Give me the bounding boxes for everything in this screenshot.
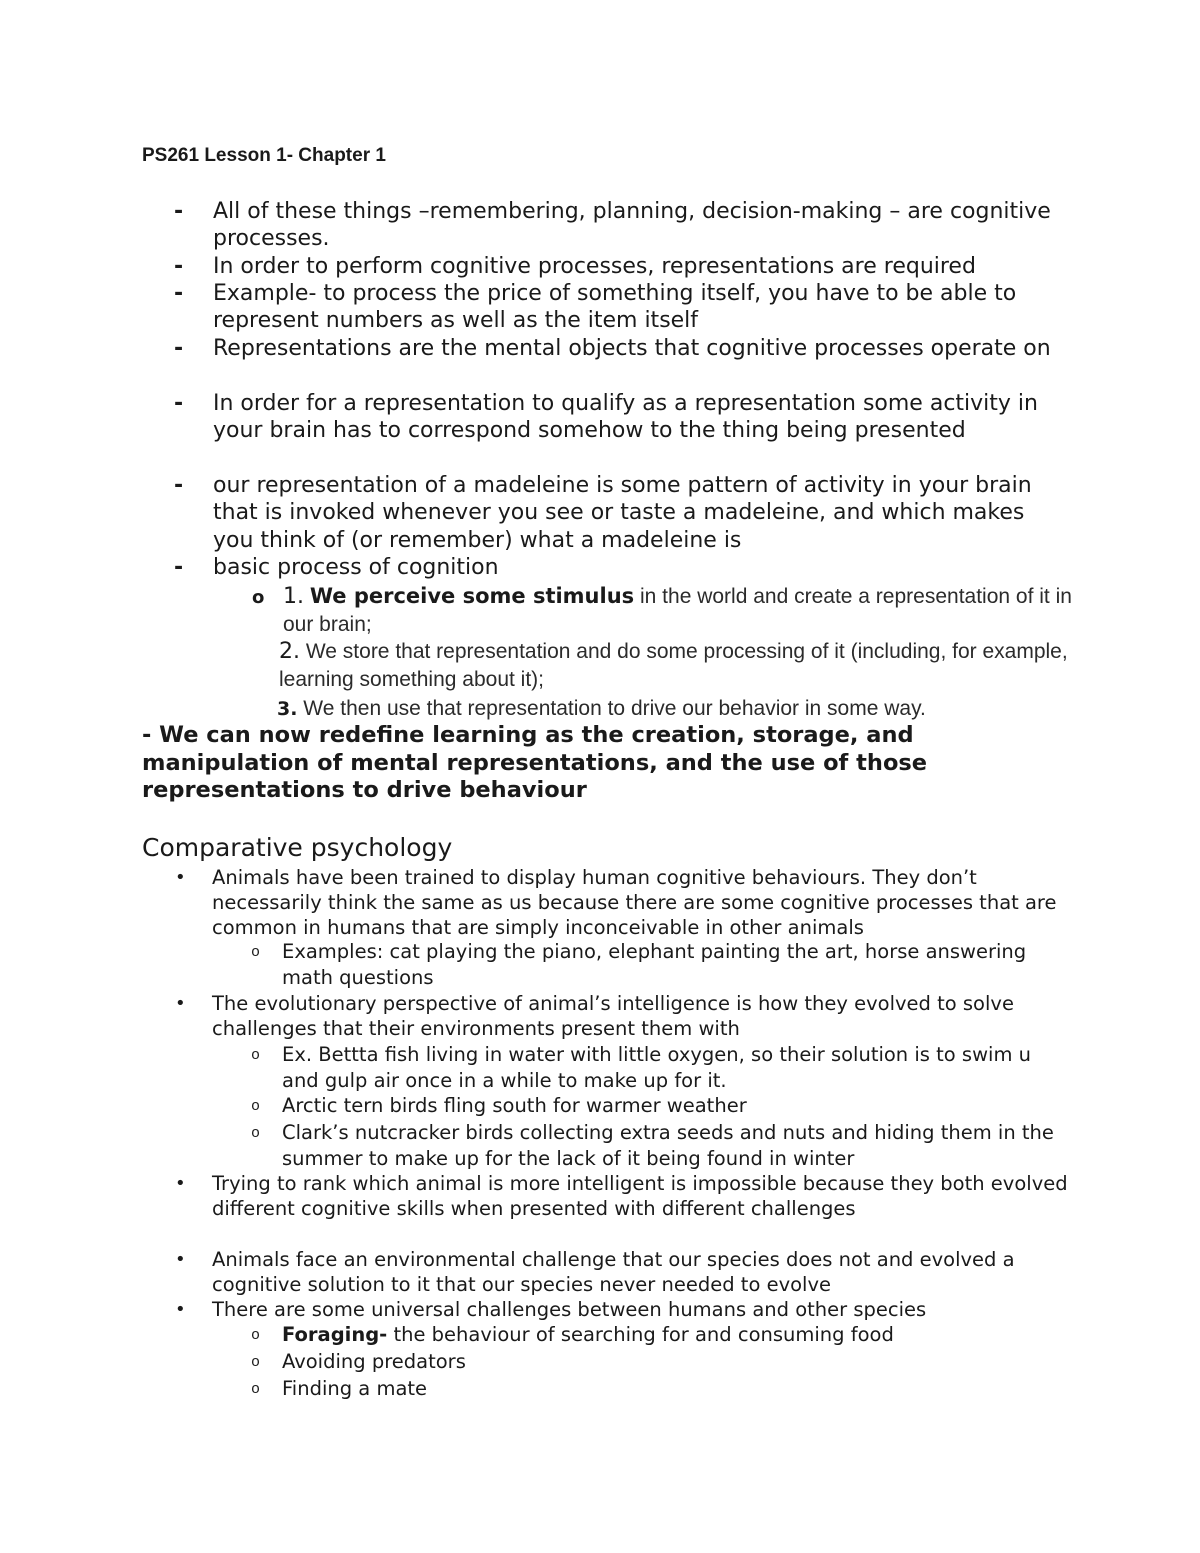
bullet-text: There are some universal challenges between humans and other species xyxy=(212,1298,927,1321)
sub-bullet-o: o xyxy=(251,1047,261,1064)
dash-bullet: - xyxy=(174,199,184,224)
list-item xyxy=(174,335,1053,362)
sub-bullet-o: o xyxy=(251,1381,261,1398)
bullet-item xyxy=(175,1171,1072,1221)
sub-bullet-text: Examples: cat playing the piano, elephant painting the art, horse answering math questions xyxy=(282,940,1027,989)
sub-bullet-o: o xyxy=(251,1327,261,1344)
bullet-item xyxy=(175,991,1072,1041)
sub-bullet-text: Arctic tern birds fling south for warmer weather xyxy=(282,1094,747,1117)
bullet-dot: • xyxy=(175,867,186,888)
bullet-text: Trying to rank which animal is more intelligent is impossible because they both evolved different cognitive skills when presented with different challenges xyxy=(212,1172,1068,1220)
step-text: in the world and create a representation of it in our brain; xyxy=(283,585,1072,636)
bullet-text: Animals have been trained to display human cognitive behaviours. They don’t necessarily think the same as us because there are some cognitive processes that are common in humans that are simply inconceivable in other animals xyxy=(212,866,1057,939)
dash-bullet: - xyxy=(174,391,184,416)
sub-bullet-item xyxy=(251,1042,1072,1094)
list-item-text: In order to perform cognitive processes, representations are required xyxy=(213,254,976,279)
sub-bullet-o: o xyxy=(251,1354,261,1371)
list-item xyxy=(174,472,1053,554)
sub-bullet-text: Clark’s nutcracker birds collecting extra seeds and nuts and hiding them in the summer to make up for the lack of it being found in winter xyxy=(282,1121,1054,1170)
list-item xyxy=(174,390,1053,445)
bullet-item xyxy=(175,1247,1072,1297)
sub-bullet-o: o xyxy=(251,1125,261,1142)
list-item-text: All of these things –remembering, planning, decision-making – are cognitive processes. xyxy=(213,199,1051,252)
step-bold-text: We perceive some stimulus xyxy=(309,584,635,608)
cognition-step-3 xyxy=(277,695,1067,724)
sub-bullet-o: o xyxy=(252,587,265,608)
step-number: 1. xyxy=(283,584,304,609)
dash-bullet: - xyxy=(174,473,184,498)
step-number: 3. xyxy=(277,698,298,720)
sub-bullet-item xyxy=(251,1376,1072,1402)
sub-bullet-o: o xyxy=(251,1098,261,1115)
list-item xyxy=(174,280,1053,335)
dash-bullet: - xyxy=(174,555,184,580)
sub-bullet-bold-text: Foraging- xyxy=(282,1323,388,1346)
list-item-text: Example- to process the price of something itself, you have to be able to represent numbers as well as the item itself xyxy=(213,281,1017,334)
bullet-dot: • xyxy=(175,1249,186,1270)
list-item-text: basic process of cognition xyxy=(213,555,499,580)
sub-bullet-text: Ex. Bettta fish living in water with little oxygen, so their solution is to swim u and gulp air once in a while to make up for it. xyxy=(282,1043,1031,1092)
section-heading: Comparative psychology xyxy=(142,833,453,862)
bullet-text: Animals face an environmental challenge that our species does not and evolved a cognitive solution to it that our species never needed to evolve xyxy=(212,1248,1015,1296)
cognition-step-2 xyxy=(279,638,1069,693)
step-text: We then use that representation to drive our behavior in some way. xyxy=(303,697,926,720)
list-item-text: In order for a representation to qualify as a representation some activity in your brain has to correspond somehow to the thing being presented xyxy=(213,391,1038,444)
sub-bullet-item xyxy=(251,1120,1072,1172)
dash-bullet: - xyxy=(174,254,184,279)
bullet-item xyxy=(175,1297,1072,1322)
dash-bullet: - xyxy=(174,336,184,361)
step-number: 2. xyxy=(279,639,300,664)
bullet-dot: • xyxy=(175,1173,186,1194)
list-item xyxy=(174,253,1053,280)
list-item-text: our representation of a madeleine is some pattern of activity in your brain that is invoked whenever you see or taste a madeleine, and which makes you think of (or remember) what a madeleine is xyxy=(213,473,1032,553)
sub-bullet-item xyxy=(251,1093,1072,1119)
cognition-step-1 xyxy=(283,583,1073,638)
sub-bullet-text: Finding a mate xyxy=(282,1377,428,1400)
bullet-dot: • xyxy=(175,993,186,1014)
sub-bullet-text: the behaviour of searching for and consuming food xyxy=(387,1323,894,1346)
sub-bullet-item xyxy=(251,1349,1072,1375)
sub-bullet-item xyxy=(251,939,1072,991)
learning-definition: - We can now redefine learning as the creation, storage, and manipulation of mental representations, and the use of those representations to drive behaviour xyxy=(142,722,928,804)
sub-bullet-item xyxy=(251,1322,1072,1348)
document-title: PS261 Lesson 1- Chapter 1 xyxy=(142,145,386,166)
list-item xyxy=(174,198,1053,253)
sub-bullet-o: o xyxy=(251,944,261,961)
list-item xyxy=(174,554,1053,581)
bullet-dot: • xyxy=(175,1299,186,1320)
list-item-text: Representations are the mental objects that cognitive processes operate on xyxy=(213,336,1051,361)
bullet-text: The evolutionary perspective of animal’s intelligence is how they evolved to solve challenges that their environments present them with xyxy=(212,992,1014,1040)
step-text: We store that representation and do some processing of it (including, for example, learning something about it); xyxy=(279,640,1068,691)
dash-bullet: - xyxy=(174,281,184,306)
sub-bullet-text: Avoiding predators xyxy=(282,1350,466,1373)
bullet-item xyxy=(175,865,1072,940)
